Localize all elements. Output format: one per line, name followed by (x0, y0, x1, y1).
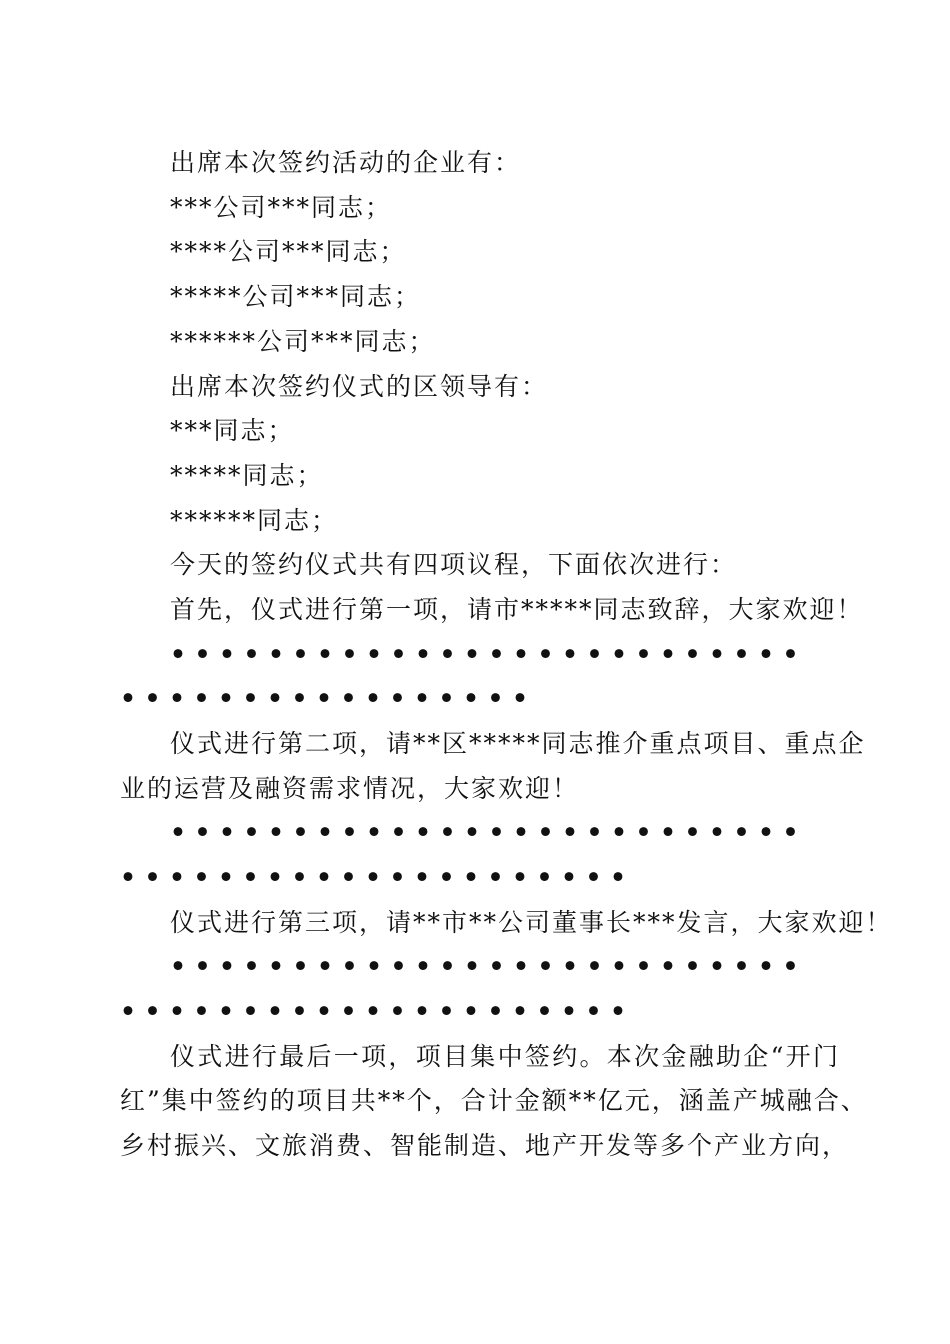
ellipsis-dot: • (292, 640, 309, 669)
ellipsis-dot: • (464, 818, 480, 847)
company-line-1: ***公司***同志； (170, 193, 393, 222)
ellipsis-dot: • (611, 952, 627, 981)
ellipsis-dot: • (709, 952, 725, 981)
ellipsis-dot: • (782, 818, 799, 847)
ellipsis-dot: • (439, 640, 456, 669)
ellipsis-dot: • (562, 952, 578, 981)
ellipsis-dot: • (610, 997, 626, 1026)
ellipsis-dot: • (341, 952, 358, 981)
ellipsis-dot: • (193, 997, 210, 1026)
ellipsis-dot: • (267, 863, 283, 892)
ellipsis-dot: • (758, 818, 774, 847)
ellipsis-dot: • (268, 952, 284, 981)
ellipsis-dot: • (561, 997, 577, 1026)
ellipsis-dot: • (513, 640, 529, 669)
ellipsis-dot: • (512, 863, 528, 892)
company-line-3: *****公司***同志； (170, 282, 422, 311)
ellipsis-dot: • (365, 863, 381, 892)
ellipsis-dot: • (242, 684, 259, 713)
ellipsis-dot: • (512, 684, 528, 713)
ellipsis-dot: • (635, 640, 652, 669)
ellipsis-dot: • (366, 818, 382, 847)
ellipsis-dot: • (463, 684, 479, 713)
ellipsis-dot: • (243, 640, 260, 669)
agenda-intro: 今天的签约仪式共有四项议程，下面依次进行： (170, 550, 738, 579)
ellipsis-dot: • (611, 640, 627, 669)
ellipsis-dot: • (513, 952, 529, 981)
ellipsis-dot: • (242, 863, 259, 892)
ellipsis-dot: • (267, 997, 283, 1026)
ellipsis-dot: • (537, 640, 554, 669)
ellipsis-dot: • (120, 863, 136, 892)
agenda-item-2-line-1: 仪式进行第二项，请**区*****同志推介重点项目、重点企 (170, 729, 866, 758)
ellipsis-dot: • (340, 863, 357, 892)
ellipsis-dot: • (684, 640, 701, 669)
ellipsis-dot: • (562, 640, 578, 669)
ellipsis-dot: • (243, 818, 260, 847)
ellipsis-dot: • (635, 818, 652, 847)
ellipsis-dot: • (340, 997, 357, 1026)
ellipsis-dot: • (268, 818, 284, 847)
ellipsis-dot: • (193, 863, 210, 892)
ellipsis-line-1b (120, 677, 840, 721)
ellipsis-dot: • (316, 997, 332, 1026)
ellipsis-dot: • (537, 818, 554, 847)
ellipsis-dot: • (267, 684, 283, 713)
ellipsis-line-1a (170, 633, 840, 677)
ellipsis-dot: • (194, 640, 211, 669)
ellipsis-dot: • (684, 952, 701, 981)
ellipsis-dot: • (414, 863, 430, 892)
attendees-companies-heading: 出席本次签约活动的企业有： (170, 148, 522, 177)
ellipsis-dot: • (684, 818, 701, 847)
ellipsis-dot: • (219, 818, 235, 847)
ellipsis-dot: • (144, 684, 161, 713)
ellipsis-dot: • (488, 818, 505, 847)
agenda-item-2-line-2: 业的运营及融资需求情况，大家欢迎！ (120, 774, 580, 803)
ellipsis-dot: • (464, 640, 480, 669)
ellipsis-dot: • (660, 818, 676, 847)
ellipsis-dot: • (291, 863, 308, 892)
ellipsis-dot: • (415, 818, 431, 847)
ellipsis-dot: • (366, 640, 382, 669)
ellipsis-dot: • (537, 952, 554, 981)
ellipsis-dot: • (414, 684, 430, 713)
ellipsis-dot: • (144, 863, 161, 892)
ellipsis-dot: • (635, 952, 652, 981)
ellipsis-dot: • (218, 863, 234, 892)
company-line-2: ****公司***同志； (170, 237, 407, 266)
agenda-item-1: 首先，仪式进行第一项，请市*****同志致辞，大家欢迎！ (170, 595, 864, 624)
company-line-4: ******公司***同志； (170, 327, 436, 356)
ellipsis-dot: • (219, 952, 235, 981)
ellipsis-dot: • (390, 952, 407, 981)
ellipsis-dot: • (169, 684, 185, 713)
ellipsis-dot: • (488, 640, 505, 669)
ellipsis-dot: • (144, 997, 161, 1026)
leader-line-1: ***同志； (170, 416, 295, 445)
ellipsis-dot: • (389, 684, 406, 713)
ellipsis-dot: • (438, 684, 455, 713)
ellipsis-dot: • (586, 818, 603, 847)
ellipsis-dot: • (733, 818, 750, 847)
ellipsis-dot: • (709, 818, 725, 847)
ellipsis-dot: • (586, 640, 603, 669)
ellipsis-dot: • (366, 952, 382, 981)
ellipsis-dot: • (709, 640, 725, 669)
ellipsis-dot: • (389, 997, 406, 1026)
ellipsis-dot: • (562, 818, 578, 847)
ellipsis-dot: • (120, 684, 136, 713)
ellipsis-dot: • (292, 818, 309, 847)
ellipsis-dot: • (218, 997, 234, 1026)
ellipsis-dot: • (561, 863, 577, 892)
ellipsis-dot: • (463, 997, 479, 1026)
ellipsis-dot: • (463, 863, 479, 892)
ellipsis-dot: • (536, 863, 553, 892)
ellipsis-dot: • (439, 818, 456, 847)
attendees-leaders-heading: 出席本次签约仪式的区领导有： (170, 372, 549, 401)
ellipsis-dot: • (585, 863, 602, 892)
ellipsis-line-2b (120, 856, 840, 900)
agenda-item-4-line-1: 仪式进行最后一项，项目集中签约。本次金融助企“开门 (170, 1042, 840, 1071)
ellipsis-dot: • (219, 640, 235, 669)
ellipsis-dot: • (218, 684, 234, 713)
ellipsis-dot: • (194, 952, 211, 981)
ellipsis-line-3a (170, 945, 840, 989)
ellipsis-dot: • (438, 863, 455, 892)
ellipsis-dot: • (317, 818, 333, 847)
ellipsis-dot: • (194, 818, 211, 847)
ellipsis-dot: • (120, 997, 136, 1026)
ellipsis-dot: • (193, 684, 210, 713)
agenda-item-4-line-2: 红”集中签约的项目共**个，合计金额**亿元，涵盖产城融合、 (120, 1086, 868, 1115)
ellipsis-dot: • (170, 818, 186, 847)
ellipsis-dot: • (316, 684, 332, 713)
ellipsis-dot: • (536, 997, 553, 1026)
ellipsis-dot: • (611, 818, 627, 847)
ellipsis-dot: • (782, 640, 799, 669)
ellipsis-dot: • (487, 997, 504, 1026)
ellipsis-dot: • (512, 997, 528, 1026)
ellipsis-dot: • (243, 952, 260, 981)
ellipsis-dot: • (586, 952, 603, 981)
ellipsis-dot: • (660, 640, 676, 669)
ellipsis-dot: • (513, 818, 529, 847)
agenda-item-4-line-3: 乡村振兴、文旅消费、智能制造、地产开发等多个产业方向， (120, 1131, 850, 1160)
ellipsis-dot: • (340, 684, 357, 713)
ellipsis-dot: • (341, 640, 358, 669)
ellipsis-dot: • (365, 684, 381, 713)
ellipsis-dot: • (292, 952, 309, 981)
ellipsis-dot: • (438, 997, 455, 1026)
ellipsis-dot: • (291, 684, 308, 713)
ellipsis-dot: • (317, 952, 333, 981)
agenda-item-3: 仪式进行第三项，请**市**公司董事长***发言，大家欢迎！ (170, 908, 893, 937)
ellipsis-dot: • (317, 640, 333, 669)
ellipsis-dot: • (268, 640, 284, 669)
ellipsis-dot: • (316, 863, 332, 892)
ellipsis-dot: • (758, 640, 774, 669)
ellipsis-dot: • (414, 997, 430, 1026)
ellipsis-dot: • (415, 640, 431, 669)
ellipsis-dot: • (169, 863, 185, 892)
ellipsis-dot: • (242, 997, 259, 1026)
ellipsis-line-2a (170, 811, 840, 855)
ellipsis-dot: • (415, 952, 431, 981)
ellipsis-dot: • (488, 952, 505, 981)
ellipsis-dot: • (733, 640, 750, 669)
ellipsis-dot: • (365, 997, 381, 1026)
leader-line-3: ******同志； (170, 506, 339, 535)
ellipsis-dot: • (660, 952, 676, 981)
ellipsis-dot: • (341, 818, 358, 847)
ellipsis-dot: • (610, 863, 626, 892)
ellipsis-dot: • (170, 640, 186, 669)
ellipsis-dot: • (782, 952, 799, 981)
ellipsis-dot: • (487, 863, 504, 892)
ellipsis-dot: • (439, 952, 456, 981)
ellipsis-dot: • (390, 640, 407, 669)
ellipsis-dot: • (487, 684, 504, 713)
ellipsis-dot: • (170, 952, 186, 981)
ellipsis-dot: • (291, 997, 308, 1026)
ellipsis-dot: • (389, 863, 406, 892)
ellipsis-dot: • (464, 952, 480, 981)
leader-line-2: *****同志； (170, 461, 324, 490)
ellipsis-line-3b (120, 990, 840, 1034)
ellipsis-dot: • (390, 818, 407, 847)
ellipsis-dot: • (169, 997, 185, 1026)
ellipsis-dot: • (733, 952, 750, 981)
ellipsis-dot: • (758, 952, 774, 981)
ellipsis-dot: • (585, 997, 602, 1026)
